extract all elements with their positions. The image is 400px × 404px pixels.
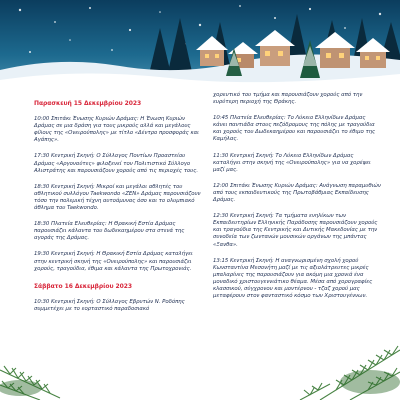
event-entry: 10:00 Σπιτάκι Ένωσης Κυριών Δράμας: Η Ένωση Κυριών Δράμας σε μια δράση για τους μικρούς αλλά και μεγάλους φίλους της «Ονειρούπολης» με τίτλο «Δέντρο προσφοράς και Αγάπης». [34, 116, 199, 144]
event-entry: χορευτικό του τμήμα και παρουσιάζουν χορούς από την ευρύτερη περιοχή της Θράκης. [213, 92, 363, 106]
day-heading-saturday: Σάββατο 16 Δεκεμβρίου 2023 [34, 282, 133, 290]
event-entry: 12:30 Κεντρική Σκηνή: Τα τμήματα ενηλίκων των Εκπαιδευτηρίων Ελληνικής Παράδοσης παρουσιάζουν χορούς και τραγούδια της Κεντρικής και Δυτικής Μακεδονίας με την συνοδεία των ζωντανών μουσικών οργάνων της μπάντας «Ξανθα». [213, 213, 378, 248]
winter-village-banner [0, 0, 400, 92]
event-entry: 17:30 Κεντρική Σκηνή: Ο Σύλλογος Ποντίων Προαστείου Δράμας «Αργοναύτες» φιλοξενεί τον Πολιτιστικό Σύλλογο Αλιστράτης και παρουσιάζουν χορούς από τις περιοχές τους. [34, 153, 198, 174]
event-schedule [0, 92, 400, 400]
event-entry: 13:15 Κεντρική Σκηνή: Η αναγνωρισμένη σχολή χορού Κωνσταντίνα Μεσονήτη μαζί με τις αξιολάτρευτες μικρές μπαλαρίνες της παρουσιάζουν για ακόμη μια χρονιά ένα μοναδικό χριστουγεννιάτικο θέαμα. Μέσα από χορογραφίες κλασσικού, σύγχρονου και μοντέρνου - τζαζ χορού μας μεταφέρουν στον φανταστικό κόσμο των Χριστουγέννων. [213, 257, 373, 300]
event-entry: 10:30 Κεντρική Σκηνή: Ο Σύλλογος Εβρυτών Ν. Ροδόπης συμμετέχει με το εορταστικό παραδοσιακό [34, 298, 185, 312]
event-entry: 19:30 Κεντρική Σκηνή: Η Θρακική Εστία Δράμας καταλήγει στην κεντρική σκηνή της «Ονειρούπολης» και παρουσιάζει χορούς, τραγούδια, έθιμα και κάλαντα της Πρωτοχρονιάς. [34, 251, 193, 272]
day-heading-friday: Παρασκευή 15 Δεκεμβρίου 2023 [34, 100, 142, 107]
event-entry: 11:30 Κεντρική Σκηνή: Το Λύκειο Ελληνίδων Δράμας καταλήγει στην σκηνή της «Ονειρούπολης» για να χορέψει μαζί μας. [213, 152, 371, 173]
event-entry: 18:30 Πλατεία Ελευθερίας: Η Θρακική Εστία Δράμας παρουσιάζει κάλαντα του δωδεκαημέρου στα στενά της αγοράς της Δράμας. [34, 221, 185, 242]
winter-village-illustration [0, 0, 400, 92]
event-entry: 10:45 Πλατεία Ελευθερίας: Το Λύκειο Ελληνίδων Δράμας κάνει παντιάδα στους πεζόδρομους της πόλης με τραγούδια και χορούς του Δωδεκαημέρου και παρουσιάζει το έθιμο της Καμήλας. [213, 115, 376, 143]
schedule-left-column [34, 100, 202, 322]
event-entry: 18:30 Κεντρική Σκηνή: Μικροί και μεγάλοι αθλητές του αθλητικού συλλόγου Taekwondo «ZEN» Δράμας παρουσιάζουν τόσο την πολεμική τέχνη αυτοάμυνας όσο και το ολυμπιακό άθλημα του Taekwondo. [34, 183, 201, 212]
event-entry: 12:00 Σπιτάκι Ένωσης Κυριών Δράμας: Ανάγνωση παραμυθιών από τους εκπαιδευτικούς της Πρωτοβάθμιας Εκπαίδευσης Δράμας. [213, 182, 381, 204]
schedule-right-column [213, 92, 381, 309]
